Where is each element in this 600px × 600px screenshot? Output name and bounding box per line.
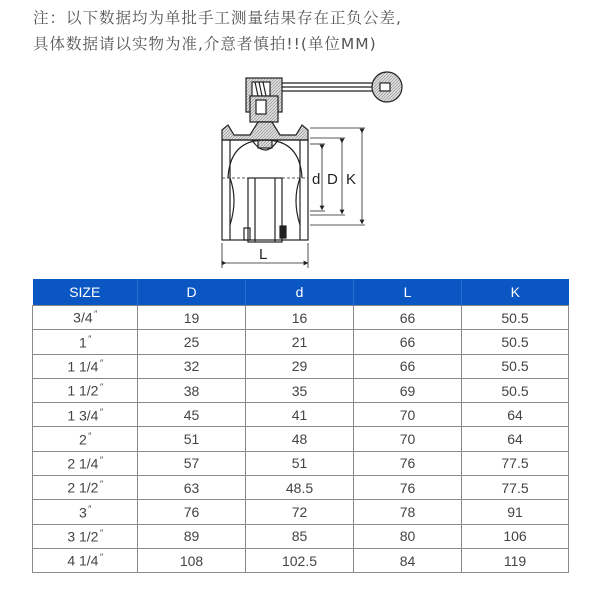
table-row (33, 451, 569, 475)
cell-K: 50.5 (462, 306, 569, 330)
cell-L: 70 (354, 403, 462, 427)
table-row (33, 500, 569, 524)
cell-L: 66 (354, 354, 462, 378)
cell-size: 3 1/2″ (33, 524, 138, 548)
cell-d: 29 (246, 354, 354, 378)
table-row (33, 330, 569, 354)
inch-mark: ″ (99, 406, 103, 417)
cell-D: 38 (138, 378, 246, 402)
table-header-row (33, 279, 569, 306)
cell-size: 1 3/4″ (33, 403, 138, 427)
cell-D: 25 (138, 330, 246, 354)
inch-mark: ″ (99, 552, 103, 563)
table-row (33, 306, 569, 330)
inch-mark: ″ (99, 357, 103, 368)
cell-d: 72 (246, 500, 354, 524)
inch-mark: ″ (87, 430, 91, 441)
inch-mark: ″ (99, 527, 103, 538)
cell-D: 89 (138, 524, 246, 548)
cell-K: 77.5 (462, 451, 569, 475)
note-line-2: 具体数据请以实物为准,介意者慎拍!!(单位MM) (33, 35, 377, 53)
cell-L: 76 (354, 476, 462, 500)
cell-size: 2 1/4″ (33, 451, 138, 475)
cell-K: 106 (462, 524, 569, 548)
cell-d: 21 (246, 330, 354, 354)
table-row (33, 427, 569, 451)
cell-K: 91 (462, 500, 569, 524)
inch-mark: ″ (99, 455, 103, 466)
table-row (33, 548, 569, 572)
table-row (33, 378, 569, 402)
cell-D: 76 (138, 500, 246, 524)
cell-K: 64 (462, 427, 569, 451)
cell-d: 85 (246, 524, 354, 548)
cell-size: 1 1/2″ (33, 378, 138, 402)
cell-D: 51 (138, 427, 246, 451)
cell-K: 119 (462, 548, 569, 572)
cell-L: 78 (354, 500, 462, 524)
inch-mark: ″ (87, 503, 91, 514)
cell-K: 50.5 (462, 330, 569, 354)
label-D: D (327, 171, 338, 188)
cell-size: 2 1/2″ (33, 476, 138, 500)
cell-d: 41 (246, 403, 354, 427)
cell-K: 50.5 (462, 378, 569, 402)
col-header-L: L (354, 279, 462, 306)
cell-size: 4 1/4″ (33, 548, 138, 572)
table-row (33, 476, 569, 500)
table-row (33, 524, 569, 548)
cell-D: 108 (138, 548, 246, 572)
col-header-D: D (138, 279, 246, 306)
cell-d: 48 (246, 427, 354, 451)
col-header-size: SIZE (33, 279, 138, 306)
cell-size: 2″ (33, 427, 138, 451)
label-d: d (312, 171, 321, 188)
cell-L: 66 (354, 306, 462, 330)
cell-L: 84 (354, 548, 462, 572)
cell-D: 19 (138, 306, 246, 330)
cell-size: 1 1/4″ (33, 354, 138, 378)
inch-mark: ″ (99, 479, 103, 490)
table-row (33, 354, 569, 378)
butterfly-valve-diagram-icon (200, 60, 420, 270)
label-L: L (259, 246, 268, 263)
cell-K: 50.5 (462, 354, 569, 378)
cell-L: 66 (354, 330, 462, 354)
cell-K: 64 (462, 403, 569, 427)
inch-mark: ″ (87, 333, 91, 344)
cell-D: 57 (138, 451, 246, 475)
cell-d: 16 (246, 306, 354, 330)
cell-d: 35 (246, 378, 354, 402)
cell-K: 77.5 (462, 476, 569, 500)
cell-D: 63 (138, 476, 246, 500)
cell-L: 76 (354, 451, 462, 475)
table-row (33, 403, 569, 427)
inch-mark: ″ (99, 382, 103, 393)
cell-size: 1″ (33, 330, 138, 354)
note-line-1: 注：以下数据均为单批手工测量结果存在正负公差, (33, 9, 402, 27)
inch-mark: ″ (93, 309, 97, 320)
cell-size: 3″ (33, 500, 138, 524)
cell-d: 48.5 (246, 476, 354, 500)
dimension-table (32, 279, 569, 573)
cell-size: 3/4″ (33, 306, 138, 330)
cell-D: 45 (138, 403, 246, 427)
cell-d: 102.5 (246, 548, 354, 572)
cell-D: 32 (138, 354, 246, 378)
disclaimer-note (33, 5, 553, 57)
col-header-K: K (462, 279, 569, 306)
label-K: K (346, 171, 357, 188)
cell-L: 80 (354, 524, 462, 548)
col-header-d: d (246, 279, 354, 306)
cell-L: 69 (354, 378, 462, 402)
cell-d: 51 (246, 451, 354, 475)
cell-L: 70 (354, 427, 462, 451)
